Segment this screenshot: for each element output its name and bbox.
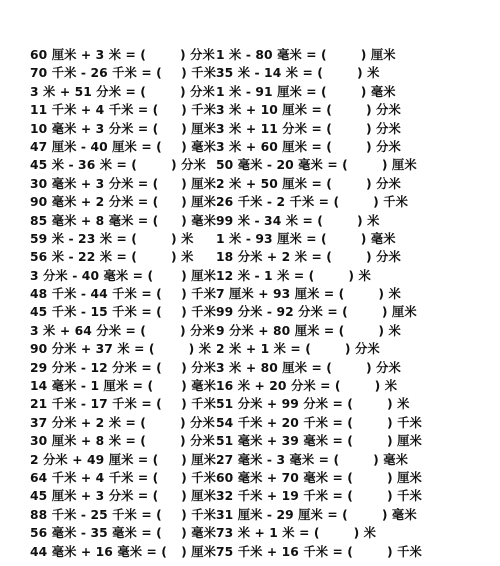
problem-expression: 29 分米 - 12 分米 = ( <box>30 360 162 375</box>
answer-unit: ) 毫米 <box>360 84 396 99</box>
problem-left <box>30 322 216 340</box>
answer-unit: ) 毫米 <box>373 452 409 467</box>
answer-unit: ) 毫米 <box>181 526 216 541</box>
problem-expression: 64 千米 + 4 千米 = ( <box>30 470 159 485</box>
problem-expression: 3 米 + 11 分米 = ( <box>216 121 332 136</box>
answer-unit: ) 米 <box>348 268 371 283</box>
problem-row <box>30 432 470 450</box>
problem-expression: 3 米 + 51 分米 = ( <box>30 84 146 99</box>
answer-unit: ) 米 <box>171 231 194 246</box>
answer-unit: ) 分米 <box>365 250 401 265</box>
problem-right <box>216 543 470 561</box>
answer-unit: ) 毫米 <box>181 379 216 394</box>
problem-right <box>216 506 470 524</box>
answer-unit: ) 千米 <box>181 397 216 412</box>
problem-row <box>30 83 470 101</box>
problem-expression: 60 厘米 + 3 米 = ( <box>30 48 146 62</box>
problem-expression: 30 毫米 + 3 分米 = ( <box>30 176 159 191</box>
problem-expression: 2 米 + 50 厘米 = ( <box>216 176 332 191</box>
answer-unit: ) 米 <box>171 250 194 265</box>
problem-row <box>30 248 470 266</box>
problem-right <box>216 451 470 469</box>
problem-left <box>30 543 216 561</box>
answer-unit: ) 米 <box>357 213 380 228</box>
problem-row <box>30 230 470 248</box>
problem-expression: 45 千米 - 15 千米 = ( <box>30 305 162 320</box>
problem-row <box>30 101 470 119</box>
answer-unit: ) 厘米 <box>181 121 216 136</box>
problem-expression: 2 分米 + 49 厘米 = ( <box>30 452 159 467</box>
problem-expression: 27 毫米 - 3 毫米 = ( <box>216 452 340 467</box>
problem-right <box>216 120 470 138</box>
answer-unit: ) 分米 <box>365 176 401 191</box>
problem-left <box>30 230 216 248</box>
problem-left <box>30 524 216 542</box>
problem-row <box>30 451 470 469</box>
answer-unit: ) 千米 <box>181 305 216 320</box>
problem-right <box>216 395 470 413</box>
answer-unit: ) 分米 <box>179 415 215 430</box>
answer-unit: ) 分米 <box>181 360 216 375</box>
problem-row <box>30 138 470 156</box>
problem-list <box>30 46 470 561</box>
problem-expression: 56 毫米 - 35 毫米 = ( <box>30 526 162 541</box>
problem-expression: 90 分米 + 37 米 = ( <box>30 342 155 357</box>
problem-left <box>30 395 216 413</box>
problem-right <box>216 64 470 82</box>
problem-right <box>216 285 470 303</box>
problem-expression: 1 米 - 91 厘米 = ( <box>216 84 327 99</box>
problem-right <box>216 303 470 321</box>
problem-expression: 48 千米 - 44 千米 = ( <box>30 287 162 302</box>
problem-right <box>216 359 470 377</box>
answer-unit: ) 千米 <box>387 544 422 559</box>
problem-right <box>216 377 470 395</box>
problem-left <box>30 506 216 524</box>
problem-right <box>216 340 470 358</box>
answer-unit: ) 千米 <box>181 287 216 302</box>
problem-expression: 3 米 + 64 分米 = ( <box>30 323 146 338</box>
answer-unit: ) 毫米 <box>181 139 216 154</box>
problem-expression: 11 千米 + 4 千米 = ( <box>30 103 159 118</box>
answer-unit: ) 分米 <box>365 121 401 136</box>
problem-left <box>30 469 216 487</box>
answer-unit: ) 厘米 <box>181 544 216 559</box>
problem-expression: 85 毫米 + 8 毫米 = ( <box>30 213 159 228</box>
problem-expression: 32 千米 + 19 千米 = ( <box>216 489 354 504</box>
problem-left <box>30 101 216 119</box>
problem-expression: 26 千米 - 2 千米 = ( <box>216 195 340 210</box>
problem-expression: 50 毫米 - 20 毫米 = ( <box>216 158 348 173</box>
answer-unit: ) 厘米 <box>181 452 216 467</box>
problem-left <box>30 285 216 303</box>
answer-unit: ) 分米 <box>179 323 215 338</box>
answer-unit: ) 米 <box>387 397 410 412</box>
problem-expression: 51 分米 + 99 分米 = ( <box>216 397 354 412</box>
problem-right <box>216 524 470 542</box>
problem-expression: 51 毫米 + 39 毫米 = ( <box>216 434 354 449</box>
answer-unit: ) 厘米 <box>360 48 396 62</box>
problem-expression: 2 米 + 1 米 = ( <box>216 342 311 357</box>
problem-row <box>30 487 470 505</box>
problem-left <box>30 359 216 377</box>
problem-expression: 3 米 + 80 厘米 = ( <box>216 360 332 375</box>
answer-unit: ) 千米 <box>181 470 216 485</box>
problem-row <box>30 212 470 230</box>
problem-row <box>30 340 470 358</box>
problem-expression: 45 米 - 36 米 = ( <box>30 158 138 173</box>
problem-expression: 12 米 - 1 米 = ( <box>216 268 315 283</box>
problem-right <box>216 230 470 248</box>
answer-unit: ) 米 <box>188 342 212 357</box>
problem-right <box>216 414 470 432</box>
answer-unit: ) 米 <box>378 323 401 338</box>
problem-expression: 30 厘米 + 8 米 = ( <box>30 434 146 449</box>
problem-right <box>216 101 470 119</box>
problem-row <box>30 267 470 285</box>
problem-right <box>216 156 470 174</box>
problem-row <box>30 469 470 487</box>
answer-unit: ) 厘米 <box>387 470 422 485</box>
problem-expression: 99 分米 - 92 分米 = ( <box>216 305 348 320</box>
problem-right <box>216 212 470 230</box>
problem-expression: 1 米 - 93 厘米 = ( <box>216 231 327 246</box>
problem-right <box>216 248 470 266</box>
problem-left <box>30 156 216 174</box>
answer-unit: ) 分米 <box>365 139 401 154</box>
answer-unit: ) 米 <box>374 379 398 394</box>
problem-right <box>216 322 470 340</box>
problem-row <box>30 395 470 413</box>
answer-unit: ) 厘米 <box>381 305 417 320</box>
answer-unit: ) 米 <box>353 526 377 541</box>
problem-expression: 56 米 - 22 米 = ( <box>30 250 138 265</box>
problem-expression: 7 厘米 + 93 厘米 = ( <box>216 287 345 302</box>
problem-left <box>30 487 216 505</box>
answer-unit: ) 分米 <box>179 84 215 99</box>
answer-unit: ) 毫米 <box>381 507 417 522</box>
problem-expression: 90 毫米 + 2 分米 = ( <box>30 195 159 210</box>
answer-unit: ) 分米 <box>179 48 215 62</box>
answer-unit: ) 厘米 <box>387 434 422 449</box>
problem-expression: 31 厘米 - 29 厘米 = ( <box>216 507 348 522</box>
problem-right <box>216 193 470 211</box>
problem-right <box>216 83 470 101</box>
answer-unit: ) 米 <box>357 66 380 81</box>
answer-unit: ) 千米 <box>181 66 216 81</box>
answer-unit: ) 毫米 <box>181 213 216 228</box>
answer-unit: ) 厘米 <box>381 158 417 173</box>
problem-row <box>30 285 470 303</box>
problem-row <box>30 303 470 321</box>
answer-unit: ) 千米 <box>181 103 216 118</box>
answer-unit: ) 千米 <box>181 507 216 522</box>
problem-expression: 99 米 - 34 米 = ( <box>216 213 324 228</box>
problem-left <box>30 303 216 321</box>
problem-left <box>30 248 216 266</box>
problem-expression: 9 分米 + 80 厘米 = ( <box>216 323 345 338</box>
problem-left <box>30 64 216 82</box>
problem-row <box>30 524 470 542</box>
problem-left <box>30 46 216 64</box>
problem-right <box>216 469 470 487</box>
problem-row <box>30 322 470 340</box>
problem-left <box>30 451 216 469</box>
problem-row <box>30 359 470 377</box>
answer-unit: ) 分米 <box>171 158 206 173</box>
problem-right <box>216 138 470 156</box>
problem-row <box>30 543 470 561</box>
problem-left <box>30 377 216 395</box>
answer-unit: ) 分米 <box>179 434 215 449</box>
answer-unit: ) 厘米 <box>181 176 216 191</box>
problem-expression: 54 千米 + 20 千米 = ( <box>216 415 354 430</box>
problem-expression: 3 米 + 60 厘米 = ( <box>216 139 332 154</box>
problem-expression: 75 千米 + 16 千米 = ( <box>216 544 354 559</box>
answer-unit: ) 厘米 <box>181 489 216 504</box>
problem-row <box>30 193 470 211</box>
problem-row <box>30 156 470 174</box>
answer-unit: ) 分米 <box>344 342 380 357</box>
problem-left <box>30 138 216 156</box>
answer-unit: ) 厘米 <box>181 268 216 283</box>
problem-expression: 70 千米 - 26 千米 = ( <box>30 66 162 81</box>
answer-unit: ) 厘米 <box>181 195 216 210</box>
answer-unit: ) 千米 <box>387 415 422 430</box>
problem-expression: 88 千米 - 25 千米 = ( <box>30 507 162 522</box>
problem-expression: 3 米 + 10 厘米 = ( <box>216 103 332 118</box>
problem-right <box>216 487 470 505</box>
problem-left <box>30 175 216 193</box>
problem-expression: 21 千米 - 17 千米 = ( <box>30 397 162 412</box>
problem-expression: 18 分米 + 2 米 = ( <box>216 250 332 265</box>
answer-unit: ) 千米 <box>373 195 409 210</box>
problem-row <box>30 120 470 138</box>
answer-unit: ) 分米 <box>365 360 401 375</box>
problem-row <box>30 414 470 432</box>
problem-expression: 16 米 + 20 分米 = ( <box>216 379 341 394</box>
problem-row <box>30 64 470 82</box>
problem-row <box>30 377 470 395</box>
problem-expression: 37 分米 + 2 米 = ( <box>30 415 146 430</box>
problem-right <box>216 432 470 450</box>
problem-left <box>30 193 216 211</box>
problem-right <box>216 46 470 64</box>
answer-unit: ) 分米 <box>365 103 401 118</box>
problem-expression: 44 毫米 + 16 毫米 = ( <box>30 544 168 559</box>
problem-expression: 47 厘米 - 40 厘米 = ( <box>30 139 162 154</box>
problem-left <box>30 340 216 358</box>
problem-left <box>30 414 216 432</box>
answer-unit: ) 千米 <box>387 489 422 504</box>
problem-expression: 35 米 - 14 米 = ( <box>216 66 324 81</box>
answer-unit: ) 米 <box>378 287 401 302</box>
problem-row <box>30 175 470 193</box>
problem-right <box>216 175 470 193</box>
problem-expression: 73 米 + 1 米 = ( <box>216 526 320 541</box>
problem-row <box>30 506 470 524</box>
problem-expression: 45 厘米 + 3 分米 = ( <box>30 489 159 504</box>
problem-expression: 1 米 - 80 毫米 = ( <box>216 48 327 62</box>
answer-unit: ) 毫米 <box>360 231 396 246</box>
problem-right <box>216 267 470 285</box>
problem-expression: 10 毫米 + 3 分米 = ( <box>30 121 159 136</box>
problem-expression: 3 分米 - 40 毫米 = ( <box>30 268 154 283</box>
problem-expression: 60 毫米 + 70 毫米 = ( <box>216 470 354 485</box>
problem-expression: 59 米 - 23 米 = ( <box>30 231 138 246</box>
problem-left <box>30 212 216 230</box>
problem-expression: 14 毫米 - 1 厘米 = ( <box>30 379 154 394</box>
problem-left <box>30 120 216 138</box>
problem-left <box>30 83 216 101</box>
problem-left <box>30 267 216 285</box>
problem-row <box>30 46 470 64</box>
problem-left <box>30 432 216 450</box>
